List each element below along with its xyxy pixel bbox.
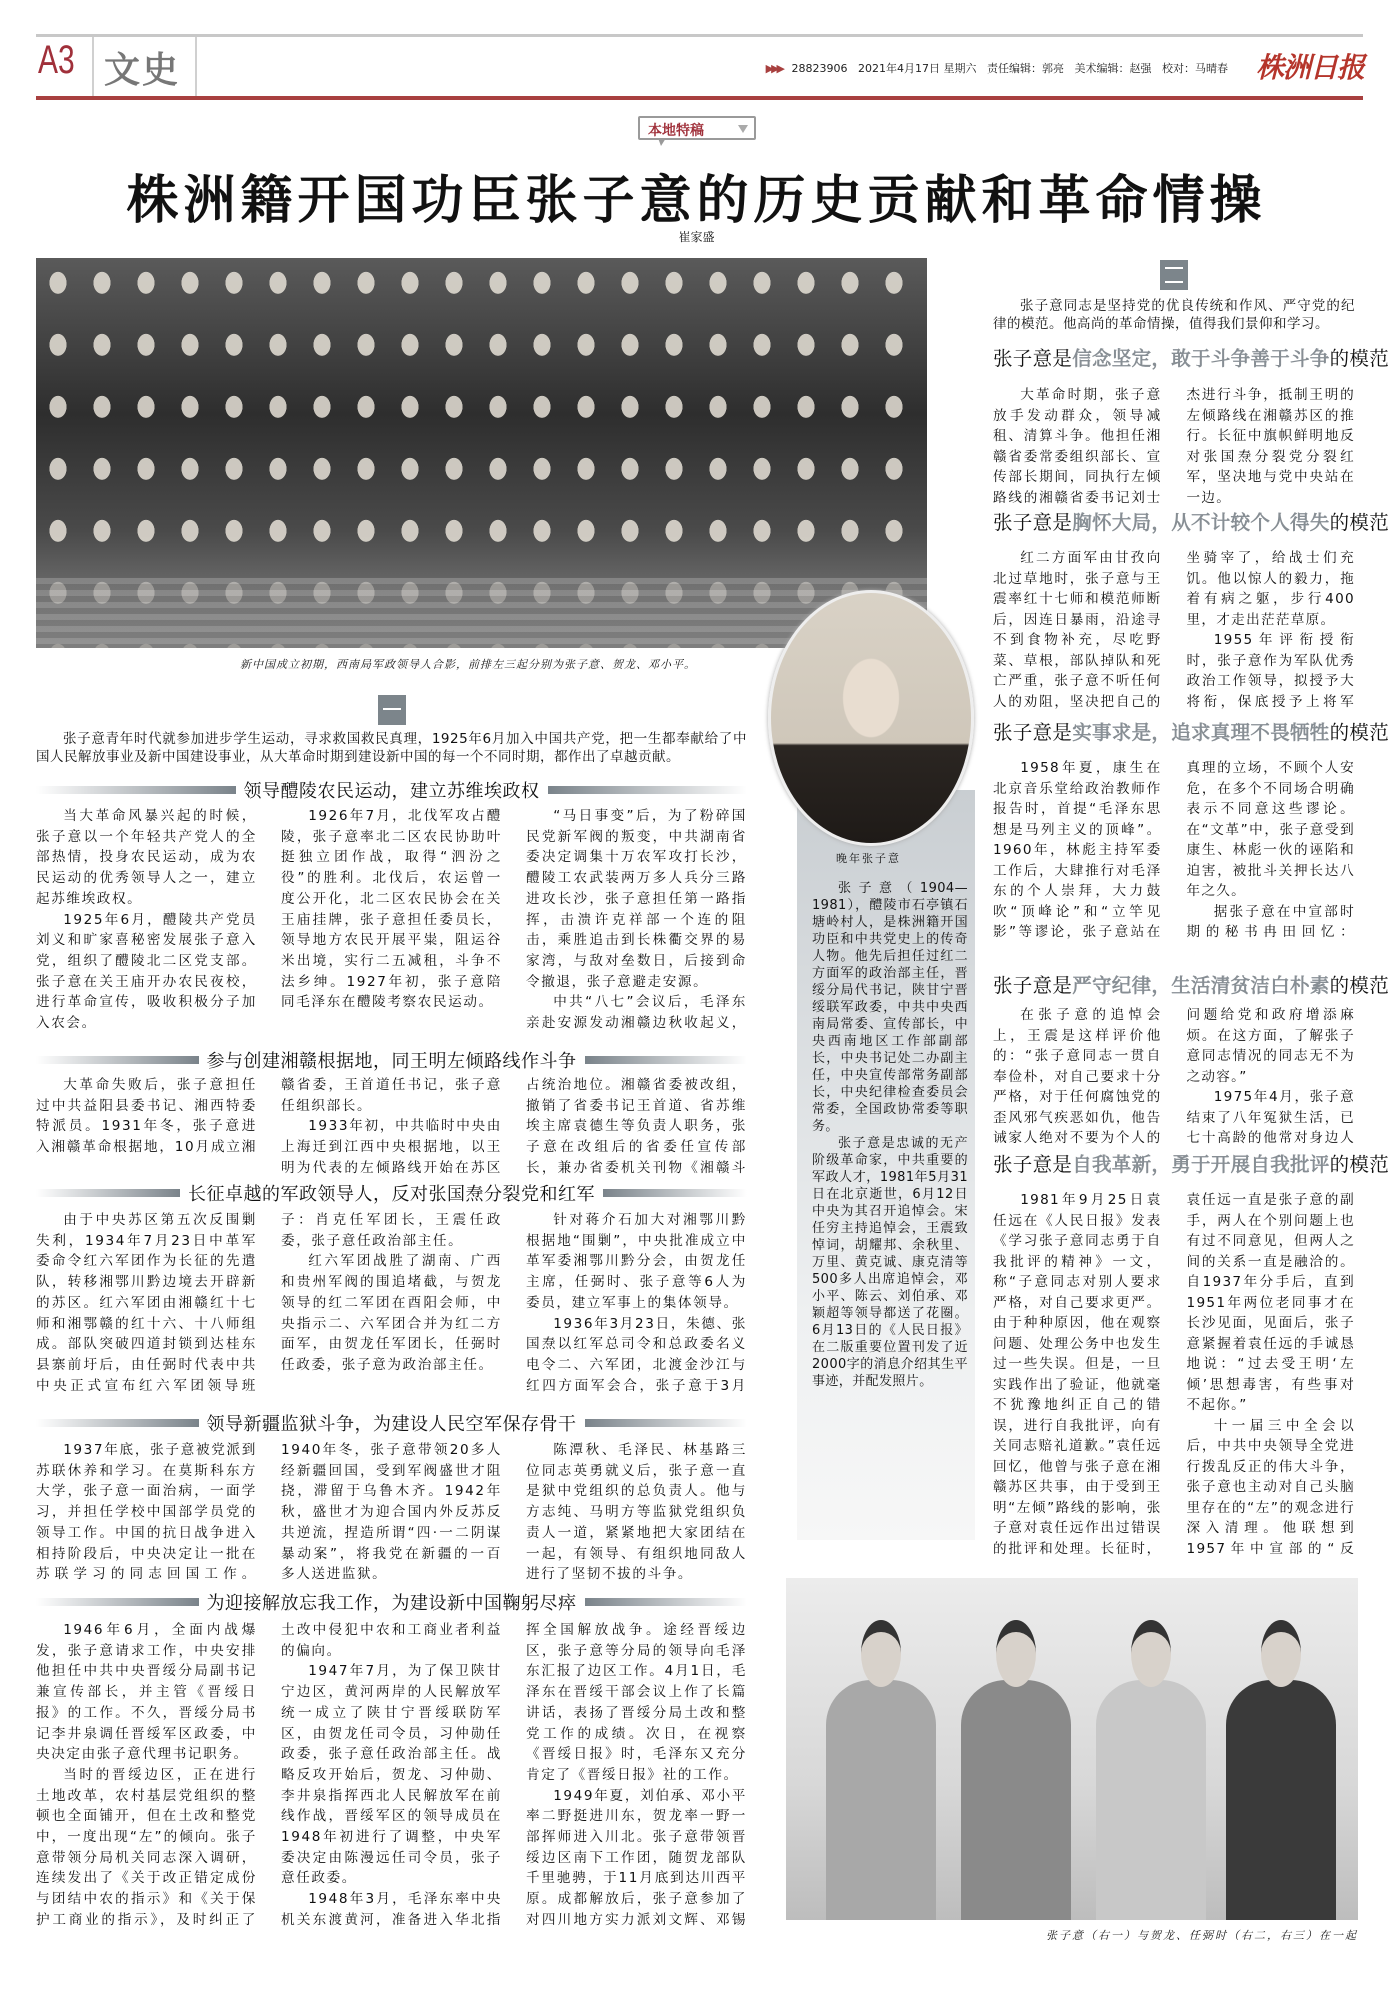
section-heading: [36, 777, 747, 803]
model-heading: [993, 1149, 1390, 1177]
person-figure: [961, 1680, 1071, 1920]
header-top-rule: [36, 34, 1363, 37]
bottom-photo-caption: 张子意（右一）与贺龙、任弼时（右二，右三）在一起: [1046, 1929, 1358, 1942]
paragraph: 1948年3月，毛泽东率中央机关东渡黄河，准备进入华北指挥全国解放战争。途经晋绥边区，张子意等分局的领导向毛泽东汇报了边区工作。4月1日，毛泽东在晋绥干部会议上作了长篇讲话，表扬了晋绥分局土改和整党工作的成绩。次日，在视察《晋绥日报》时，毛泽东又充分肯定了《晋绥日报》社的工作。: [281, 1622, 747, 1928]
paragraph: 十一届三中全会以后，中共中央领导全党进行拨乱反正的伟大斗争，张子意也主动对自己头脑里存在的“左”的观念进行深入清理。他联想到1957年中宣部的“反: [1186, 1417, 1355, 1557]
heading-prefix: 张子意是: [993, 347, 1073, 370]
heading-highlight: 信念坚定，敢于斗争善于斗争: [1072, 347, 1330, 370]
person-head: [996, 1620, 1036, 1687]
paragraph: 由于中央苏区第五次反围剿失利，1934年7月23日中革军委命令红六军团作为长征的先遣队，转移湘鄂川黔边境去开辟新的苏区。红六军团由湘赣红十七师和湘鄂赣的红十六、十八师组成。部队突破四道封锁到达桂东县寨前圩后，由任弼时代表中共中央正式宣布红六军团领导班子：肖克任军团长，王震任政委，张子意任政治部主任。: [36, 1212, 502, 1394]
portrait-caption: 晚年张子意: [836, 852, 901, 865]
article-title: 株洲籍开国功臣张子意的历史贡献和革命情操: [126, 171, 1267, 231]
model-body: [993, 548, 1355, 713]
heading-prefix: 张子意是: [993, 974, 1073, 997]
article-byline: 崔家盛: [678, 230, 715, 244]
header-meta: [766, 60, 1228, 76]
paragraph: 张子意是忠诚的无产阶级革命家，中共重要的军政人才，1981年5月31日在北京逝世，6月12日中央为其召开追悼会。宋任穷主持追悼会，王震致悼词，胡耀邦、余秋里、万里、黄克诚、康克清等500多人出席追悼会，邓小平、陈云、刘伯承、邓颖超等领导都送了花圈。6月13日的《人民日报》在二版重要位置刊发了近2000字的消息介绍其生平事迹，并配发照片。: [812, 1136, 968, 1389]
paragraph: 在张子意的追悼会上，王震是这样评价他的：“张子意同志一贯自奉俭朴，对自己要求十分严格，对于任何腐蚀党的歪风邪气疾恶如仇，他告诫家人绝对不要为个人的问题给党和政府增添麻烦。在这方面，了解张子意同志情况的同志无不为之动容。”: [993, 1007, 1355, 1146]
section-heading-text: 长征卓越的军政领导人，反对张国焘分裂党和红军: [188, 1184, 595, 1205]
numeral-two-stroke: [1165, 267, 1183, 269]
section-name: 文史: [104, 50, 181, 91]
art-editor: 美术编辑：赵强: [1074, 62, 1152, 75]
heading-suffix: 的模范: [1329, 721, 1390, 744]
section-heading: [36, 1410, 747, 1436]
section-heading-text: 为迎接解放忘我工作，为建设新中国鞠躬尽瘁: [206, 1593, 577, 1614]
newspaper-masthead: 株洲日报: [1256, 51, 1365, 84]
portrait-photo: [768, 590, 974, 846]
person-head: [1131, 1620, 1171, 1687]
model-heading: [993, 343, 1390, 371]
header-red-rule: [36, 96, 1363, 100]
heading-prefix: 张子意是: [993, 511, 1073, 534]
group-photo: [36, 258, 927, 648]
paragraph: 1955年评衔授衔时，张子意作为军队优秀政治工作领导，拟授予大将衔，保底授予上将军: [1186, 632, 1355, 710]
person-head: [1261, 1620, 1301, 1687]
section-heading-text: 参与创建湘赣根据地，同王明左倾路线作斗争: [206, 1051, 577, 1072]
heading-highlight: 严守纪律，生活清贫洁白朴素: [1072, 974, 1330, 997]
paragraph: 1958年夏，康生在北京音乐堂给政治教师作报告时，首提“毛泽东思想是马列主义的顶峰”。1960年，林彪主持军委工作后，大肆推行对毛泽东的个人崇拜，大力鼓吹“顶峰论”和“立竿见影”等谬论，张子意站在真理的立场，不顾个人安危，在多个不同场合明确表示不同意这些谬论。在“文革”中，张子意受到康生、林彪一伙的诬陷和迫害，被批斗关押长达八年之久。: [993, 760, 1355, 940]
heading-suffix: 的模范: [1329, 347, 1390, 370]
article-tag: [638, 116, 756, 140]
model-heading: [993, 717, 1390, 745]
paragraph: 红六军团战胜了湖南、广西和贵州军阀的围追堵截，与贺龙领导的红二军团在酉阳会师，中央指示二、六军团合并为红二方面军，由贺龙任军团长，任弼时任政委，张子意为政治部主任。: [281, 1253, 502, 1373]
numeral-two-stroke: [1165, 281, 1183, 283]
section-heading: [36, 1047, 747, 1073]
section-heading-text: 领导醴陵农民运动，建立苏维埃政权: [243, 781, 540, 802]
section-body: [36, 806, 747, 1040]
section-body: [36, 1210, 747, 1410]
section-heading: [36, 1589, 747, 1615]
paragraph: 大革命失败后，张子意担任过中共益阳县委书记、湘西特委特派员。1931年冬，张子意进入湘赣革命根据地，10月成立湘赣省委，王首道任书记，张子意任组织部长。: [36, 1077, 502, 1156]
paragraph: 中共“八七”会议后，毛泽东亲赴安源发动湘赣边秋收起义，: [526, 994, 747, 1032]
part-one-lead: [36, 730, 747, 766]
person-figure: [1096, 1680, 1206, 1920]
section-heading-text: 领导新疆监狱斗争，为建设人民空军保存骨干: [206, 1414, 577, 1435]
model-body: [993, 758, 1355, 946]
part-two-marker: [1160, 260, 1188, 290]
paragraph: 1925年6月，醴陵共产党员刘义和旷家喜秘密发展张子意入党，组织了醴陵北二区党支部。张子意在关王庙开办农民夜校，进行革命宣传，吸收积极分子加入农会。: [36, 911, 257, 1032]
bio-text: [812, 880, 968, 1390]
paragraph: 大革命时期，张子意放手发动群众，领导减租、清算斗争。他担任湘赣省委常委组织部长、宣传部长期间，同执行左倾路线的湘赣省委书记刘士杰进行斗争，抵制王明的左倾路线在湘赣苏区的推行。长征中旗帜鲜明地反对张国焘分裂党分裂红军，坚决地与党中央站在一边。: [993, 387, 1355, 506]
paragraph: 当时的晋绥边区，正在进行土地改革，农村基层党组织的整顿也全面铺开，但在土改和整党中，一度出现“左”的倾向。张子意带领分局机关同志深入调研，连续发出了《关于改正错定成份与团结中农的指示》和《关于保护工商业的指示》，及时纠正了土改中侵犯中农和工商业者利益的偏向。: [36, 1622, 502, 1928]
bottom-photo: [786, 1578, 1358, 1920]
heading-suffix: 的模范: [1329, 511, 1390, 534]
model-body: [993, 385, 1355, 509]
section-body: [36, 1440, 747, 1590]
part-two-lead: [993, 297, 1355, 333]
page-number: A3: [38, 38, 75, 82]
issue-date: 2021年4月17日 星期六: [858, 62, 977, 75]
model-heading: [993, 507, 1390, 535]
heading-suffix: 的模范: [1329, 1153, 1390, 1176]
header-divider: [92, 37, 94, 96]
paragraph: 陈潭秋、毛泽民、林基路三位同志英勇就义后，张子意一直是狱中党组织的总负责人。他与方志纯、马明方等监狱党组织负责人一道，紧紧地把大家团结在一起，有领导、有组织地同敌人进行了坚韧不拔的斗争。: [526, 1442, 747, 1583]
model-body: [993, 1005, 1355, 1150]
part-one-marker: [378, 695, 406, 725]
group-photo-caption: 新中国成立初期，西南局军政领导人合影，前排左三起分别为张子意、贺龙、邓小平。: [240, 658, 696, 671]
heading-highlight: 胸怀大局，从不计较个人得失: [1072, 511, 1330, 534]
section-body: [36, 1620, 747, 1938]
model-heading: [993, 970, 1390, 998]
header-divider: [195, 37, 197, 96]
paragraph: 1949年夏，刘伯承、邓小平率二野挺进川东，贺龙率一野一部挥师进入川北。张子意带领晋绥边区南下工作团，随贺龙部队千里驰骋，于11月底到达川西平原。成都解放后，张子意参加了对四川地方实力派刘文辉、邓锡: [526, 1787, 747, 1928]
article-tag-label: 本地特稿: [648, 123, 704, 139]
proofreader: 校对：马晴春: [1162, 62, 1228, 75]
triangle-icon: [738, 125, 748, 133]
paragraph: 张子意青年时代就参加进步学生运动，寻求救国救民真理，1925年6月加入中国共产党，把一生都奉献给了中国人民解放事业及新中国建设事业，从大革命时期到建设新中国的每一个不同时期，都作出了卓越贡献。: [36, 731, 747, 765]
paragraph: 1933年初，中共临时中央由上海迁到江西中央根据地，以王明为代表的左倾路线开始在苏区占统治地位。湘赣省委被改组，撤销了省委书记王首道、省苏维埃主席袁德生等负责人职务，张子意在改组后的省委任宣传部长，兼办省委机关刊物《湘赣斗: [281, 1077, 747, 1176]
paragraph: 1937年底，张子意被党派到苏联休养和学习。在莫斯科东方大学，张子意一面治病，一面学习，并担任学校中国部学员党的领导工作。中国的抗日战争进入相持阶段后，中央决定让一批在苏联学习的同志回国工作。1940年冬，张子意带领20多人经新疆回国，受到军阀盛世才阻挠，滞留于乌鲁木齐。1942年秋，盛世才为迎合国内外反苏反共逆流，捏造所谓“四·一二阴谋暴动案”，将我党在新疆的一百多人送进监狱。: [36, 1442, 502, 1583]
paragraph: 1975年4月，张子意结束了八年冤狱生活，已七十高龄的他常对身边人: [1186, 1089, 1355, 1146]
paragraph: 1981年9月25日袁任远在《人民日报》发表《学习张子意同志勇于自我批评的精神》一文，称“子意同志对别人要求严格，对自己要求更严。由于种种原因，他在观察问题、处理公务中也发生过一些失误。但是，一旦实践作出了验证，他就毫不犹豫地纠正自己的错误，进行自我批评，向有关同志赔礼道歉。”袁任远回忆，他曾与张子意在湘赣苏区共事，由于受到王明“左倾”路线的影响，张子意对袁任远作出过错误的批评和处理。长征时，袁任远一直是张子意的副手，两人在个别问题上也有过不同意见，但两人之间的关系一直是融洽的。自1937年分手后，直到1951年两位老同事才在长沙见面，见面后，张子意紧握着袁任远的手诚恳地说：“过去受王明‘左倾’思想毒害，有些事对不起你。”: [993, 1192, 1355, 1557]
paragraph: 据张子意在中宣部时期的秘书冉田回忆：: [1186, 903, 1355, 940]
phone-number: 28823906: [791, 62, 848, 75]
arrows-icon: ▶▶▶: [765, 62, 782, 75]
numeral-one-stroke: [383, 708, 401, 710]
paragraph: 红二方面军由甘孜向北过草地时，张子意与王震率红十七师和模范师断后，因连日暴雨，沿途寻不到食物补充，尽吃野菜、草根，部队掉队和死亡严重，张子意不听任何人的劝阻，坚决把自己的坐骑宰了，给战士们充饥。他以惊人的毅力，拖着有病之躯，步行400里，才走出茫茫草原。: [993, 550, 1355, 710]
paragraph: 张子意同志是坚持党的优良传统和作风、严守党的纪律的模范。他高尚的革命情操，值得我们景仰和学习。: [993, 298, 1355, 332]
paragraph: “马日事变”后，为了粉碎国民党新军阀的叛变，中共湖南省委决定调集十万农军攻打长沙，醴陵工农武装两万多人兵分三路进攻长沙，张子意担任第一路指挥，击溃许克祥部一个连的阻击，乘胜追击到长株衢交界的易家湾，与敌对垒数日，后接到命令撤退，张子意避走安源。: [526, 808, 747, 990]
person-figure: [826, 1680, 936, 1920]
section-body: [36, 1075, 747, 1181]
heading-prefix: 张子意是: [993, 1153, 1073, 1176]
heading-prefix: 张子意是: [993, 721, 1073, 744]
paragraph: 1936年3月23日，朱德、张国焘以红军总司令和总政委名义电令二、六军团，北渡金沙江与红四方面军会合，张子意于3月: [526, 1315, 747, 1394]
heading-highlight: 自我革新，勇于开展自我批评: [1072, 1153, 1330, 1176]
section-heading: [36, 1180, 747, 1206]
speech-tail-icon: [658, 138, 666, 146]
editor: 责任编辑：郭亮: [987, 62, 1064, 75]
heading-highlight: 实事求是，追求真理不畏牺牲: [1072, 721, 1330, 744]
paragraph: 1946年6月，全面内战爆发，张子意请求工作，中央安排他担任中共中央晋绥分局副书记兼宣传部长，并主管《晋绥日报》的工作。不久，晋绥分局书记李井泉调任晋绥军区政委，中央决定由张子意代理书记职务。: [36, 1622, 257, 1763]
person-figure: [1226, 1680, 1336, 1920]
paragraph: 1947年7月，为了保卫陕甘宁边区，黄河两岸的人民解放军统一成立了陕甘宁晋绥联防军区，由贺龙任司令员，习仲勋任政委，张子意任政治部主任。战略反攻开始后，贺龙、习仲勋、李井泉指挥西北人民解放军在前线作战，晋绥军区的领导成员在1948年初进行了调整，中央军委决定由陈漫远任司令员，张子意任政委。: [281, 1663, 502, 1887]
paragraph: 当大革命风暴兴起的时候，张子意以一个年轻共产党人的全部热情，投身农民运动，成为农民运动的优秀领导人之一，建立起苏维埃政权。: [36, 808, 257, 907]
heading-suffix: 的模范: [1329, 974, 1390, 997]
paragraph: 1926年7月，北伐军攻占醴陵，张子意率北二区农民协助叶挺独立团作战，取得“泗汾之役”的胜利。北伐后，农运曾一度公开化，北二区农民协会在关王庙挂牌，张子意担任委员长，领导地方农民开展平粜，阻运谷米出境，实行二五减租，斗争不法乡绅。1927年初，张子意陪同毛泽东在醴陵考察农民运动。: [281, 808, 502, 1011]
paragraph: 针对蒋介石加大对湘鄂川黔根据地“围剿”，中央批准成立中革军委湘鄂川黔分会，由贺龙任主席，任弼时、张子意等6人为委员，建立军事上的集体领导。: [526, 1212, 747, 1311]
paragraph: 张子意（1904—1981），醴陵市石亭镇石塘岭村人，是株洲籍开国功臣和中共党史上的传奇人物。他先后担任过红二方面军的政治部主任，晋绥分局代书记，陕甘宁晋绥联军政委，中共中央西南局常委、宣传部长，中央西南地区工作部副部长，中央书记处二办副主任，中央宣传部常务副部长，中央纪律检查委员会常委，全国政协常委等职务。: [812, 881, 968, 1134]
model-body: [993, 1190, 1355, 1560]
person-head: [861, 1620, 901, 1687]
